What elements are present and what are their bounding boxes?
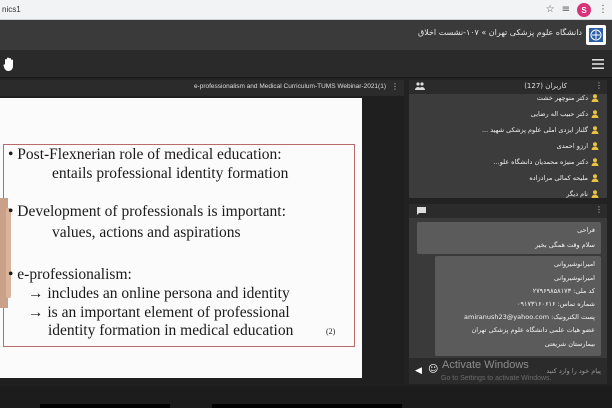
user-icon <box>591 110 599 118</box>
list-item[interactable] <box>531 107 599 121</box>
user-icon <box>591 190 599 198</box>
bullet-3-line-1: • e-professionalism: <box>8 266 132 283</box>
raise-hand-icon[interactable] <box>2 56 16 72</box>
user-name: دکتر حبیب اله رضایی <box>530 110 588 118</box>
user-name: دکتر منیژه محمدیان دانشگاه علو... <box>493 158 588 166</box>
slide <box>0 98 362 378</box>
bullet-1-line-1: • Post-Flexnerian role of medical education: <box>8 146 282 163</box>
people-icon <box>415 82 425 92</box>
message-line: عضو هیات علمی دانشگاه علوم پزشکی تهران <box>471 326 595 334</box>
user-name: گلناز ایزدی املی علوم پزشکی شهید ... <box>481 126 588 134</box>
bullet-3-line-4: identity formation in medical education <box>48 322 294 339</box>
bullet-1-line-2: entails professional identity formation <box>52 165 289 182</box>
chat-menu-icon[interactable]: ⋮ <box>595 205 603 214</box>
message-line: کد ملی: ۲۷۹۶۹۸۵۸۱۷۳ <box>532 287 595 295</box>
chat-message <box>435 256 601 356</box>
user-icon <box>591 174 599 182</box>
list-item[interactable] <box>566 187 599 198</box>
hamburger-menu-icon[interactable] <box>592 59 604 69</box>
user-icon <box>591 126 599 134</box>
message-sender: فراحی <box>577 226 595 234</box>
reference-number: (2) <box>326 327 336 336</box>
send-icon[interactable]: ◀ <box>415 366 422 376</box>
chat-panel <box>409 204 607 384</box>
presentation-area <box>0 96 404 384</box>
chat-input[interactable]: پیام خود را وارد کنید <box>546 367 601 375</box>
chat-messages[interactable] <box>409 218 607 358</box>
list-item[interactable] <box>557 139 599 153</box>
message-line: بیمارستان شریعتی <box>544 340 595 348</box>
activation-watermark-title: Activate Windows <box>442 359 529 371</box>
user-icon <box>591 142 599 150</box>
bullet-2-line-1: • Development of professionals is important: <box>8 203 286 220</box>
list-item[interactable] <box>482 123 599 137</box>
message-line: پست الکترونیک: amiranush23@yahoo.com <box>464 313 595 321</box>
address-bar[interactable]: nics1 <box>2 5 21 14</box>
presentation-header <box>0 80 404 96</box>
browser-toolbar <box>0 0 612 20</box>
user-name: نام دیگر <box>566 190 588 198</box>
users-menu-icon[interactable]: ⋮ <box>595 81 603 90</box>
activation-watermark-subtitle: Go to Settings to activate Windows. <box>441 375 552 382</box>
user-name: ارزو احمدی <box>556 142 588 150</box>
chat-panel-header <box>409 204 607 218</box>
toolbar <box>0 50 612 78</box>
message-line: شماره تماس: ۰۹۱۷۳۱۶۰۶۱۶ <box>517 300 595 308</box>
bullet-3-line-2: → includes an online persona and identity <box>28 285 290 302</box>
meeting-title: دانشگاه علوم پزشکی تهران » ۱۰۷-نشست اخلاق <box>418 28 582 37</box>
user-name: دکتر منوچهر خشت <box>536 94 588 102</box>
bullet-2-line-2: values, actions and aspirations <box>52 224 241 241</box>
list-item[interactable] <box>529 171 599 185</box>
browser-icons <box>546 2 608 18</box>
reading-list-icon[interactable]: ≡ <box>561 4 570 15</box>
user-icon <box>591 158 599 166</box>
users-list[interactable] <box>409 94 607 198</box>
profile-avatar[interactable]: S <box>577 3 591 17</box>
list-item[interactable] <box>537 94 599 105</box>
users-panel <box>409 80 607 198</box>
users-count-title: کاربران (127) <box>524 82 567 90</box>
chat-icon <box>417 207 426 215</box>
app-header <box>0 20 612 50</box>
taskbar-segment <box>212 404 402 408</box>
list-item[interactable] <box>494 155 599 169</box>
university-logo-icon <box>586 25 606 45</box>
message-line: امیرانوشیروانی <box>554 260 595 268</box>
star-icon[interactable]: ☆ <box>545 4 555 15</box>
user-name: ملیحه کمالی مرادزاده <box>529 174 588 182</box>
presentation-title: e-professionalism and Medical Curriculum-TUMS Webinar-2021(1) <box>193 83 386 90</box>
message-text: سلام وقت همگی بخیر <box>535 241 595 249</box>
user-icon <box>591 94 599 102</box>
bullet-3-line-3: → is an important element of professional <box>28 304 290 321</box>
taskbar-segment <box>40 404 170 408</box>
chat-message <box>417 222 601 254</box>
users-panel-header <box>409 80 607 94</box>
emoji-icon[interactable]: ☺ <box>428 364 439 375</box>
presentation-menu-icon[interactable]: ⋮ <box>391 82 399 91</box>
more-icon[interactable]: ⋮ <box>598 4 608 15</box>
message-line: امیرانوشیروانی <box>554 274 595 282</box>
